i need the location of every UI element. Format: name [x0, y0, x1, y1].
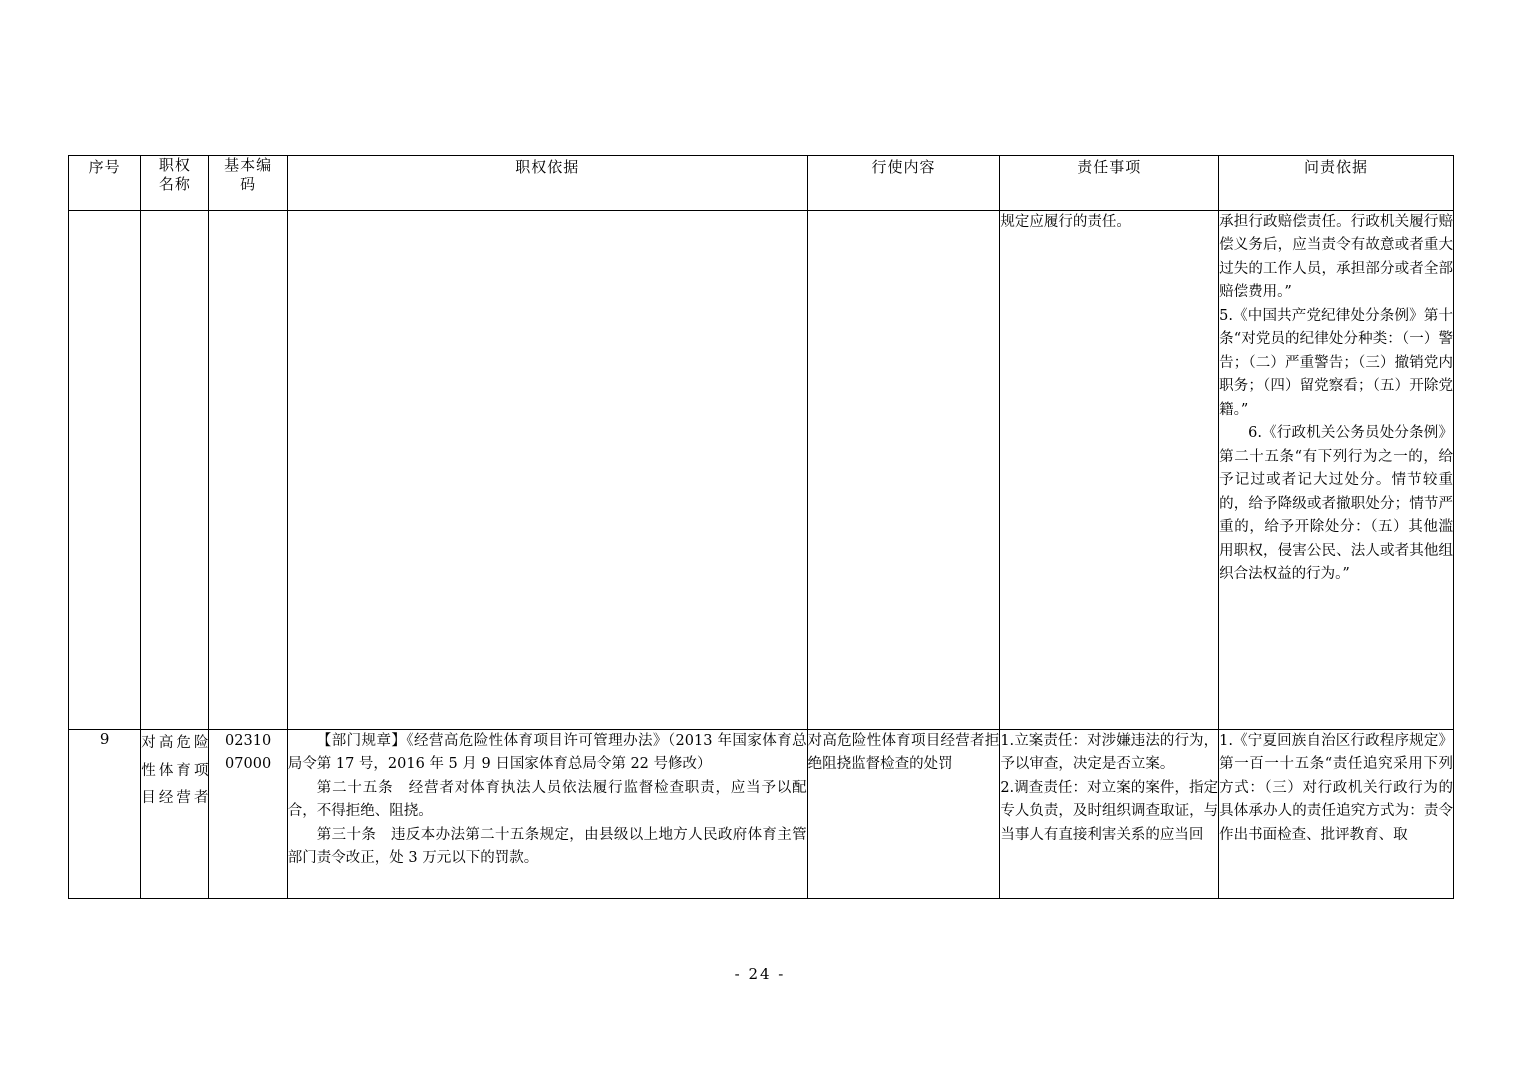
cell-basic-code: 02310 07000 [209, 730, 287, 899]
cell-duty-items [1000, 730, 1219, 899]
duty-text-1: 2.调查责任：对立案的案件，指定专人负责，及时组织调查取证，与当事人有直接利害关系的应当回 [1000, 779, 1219, 843]
duty-text-0: 1.立案责任：对涉嫌违法的行为，予以审查，决定是否立案。 [1000, 733, 1219, 773]
header-duty-items: 责任事项 [1000, 156, 1219, 211]
accountability-text-0: 1.《宁夏回族自治区行政程序规定》第一百一十五条“责任追究采用下列方式：（三）对行政机关行政行为的具体承办人的责任追究方式为：责令作出书面检查、批评教育、取 [1219, 733, 1453, 843]
power-list-table [68, 155, 1454, 899]
header-power-basis: 职权依据 [287, 156, 807, 211]
table-row [69, 211, 1454, 730]
accountability-text-2: 6.《行政机关公务员处分条例》第二十五条“有下列行为之一的，给予记过或者记大过处分。情节较重的，给予降级或者撤职处分；情节严重的，给予开除处分：（五）其他滥用职权，侵害公民、法人或者其他组织合法权益的行为。” [1219, 425, 1453, 583]
header-power-name: 职权 名称 [141, 156, 209, 211]
cell-power-basis [287, 730, 807, 899]
cell-exercise-content [807, 211, 1000, 730]
exercise-content-text: 对高危险性体育项目经营者拒绝阻挠监督检查的处罚 [807, 733, 1000, 773]
table-row [69, 730, 1454, 899]
power-basis-text-2: 第三十条 违反本办法第二十五条规定，由县级以上地方人民政府体育主管部门责令改正，处 3 万元以下的罚款。 [287, 826, 807, 867]
page-number: - 24 - [734, 965, 786, 983]
cell-duty-items [1000, 211, 1219, 730]
cell-power-basis [287, 211, 807, 730]
header-exercise-content: 行使内容 [807, 156, 1000, 211]
accountability-text-1: 5.《中国共产党纪律处分条例》第十条“对党员的纪律处分种类：（一）警告；（二）严重警告；（三）撤销党内职务；（四）留党察看；（五）开除党籍。” [1219, 307, 1453, 418]
cell-seq [69, 211, 141, 730]
cell-seq: 9 [69, 730, 141, 899]
accountability-text-0: 承担行政赔偿责任。行政机关履行赔偿义务后，应当责令有故意或者重大过失的工作人员，承担部分或者全部赔偿费用。” [1219, 214, 1453, 301]
cell-accountability-basis [1219, 730, 1454, 899]
cell-power-name: 对高危险性体育项目经营者 [141, 730, 209, 899]
header-accountability-basis: 问责依据 [1219, 156, 1454, 211]
table-header-row [69, 156, 1454, 211]
cell-exercise-content [807, 730, 1000, 899]
power-basis-text-0: 【部门规章】《经营高危险性体育项目许可管理办法》（2013 年国家体育总局令第 17 号，2016 年 5 月 9 日国家体育总局令第 22 号修改） [287, 733, 807, 773]
power-basis-text-1: 第二十五条 经营者对体育执法人员依法履行监督检查职责，应当予以配合，不得拒绝、阻挠。 [287, 779, 807, 820]
header-seq: 序号 [69, 156, 141, 211]
cell-accountability-basis [1219, 211, 1454, 730]
header-basic-code: 基本编 码 [209, 156, 287, 211]
cell-basic-code [209, 211, 287, 730]
duty-text-0: 规定应履行的责任。 [1000, 214, 1131, 230]
cell-power-name [141, 211, 209, 730]
